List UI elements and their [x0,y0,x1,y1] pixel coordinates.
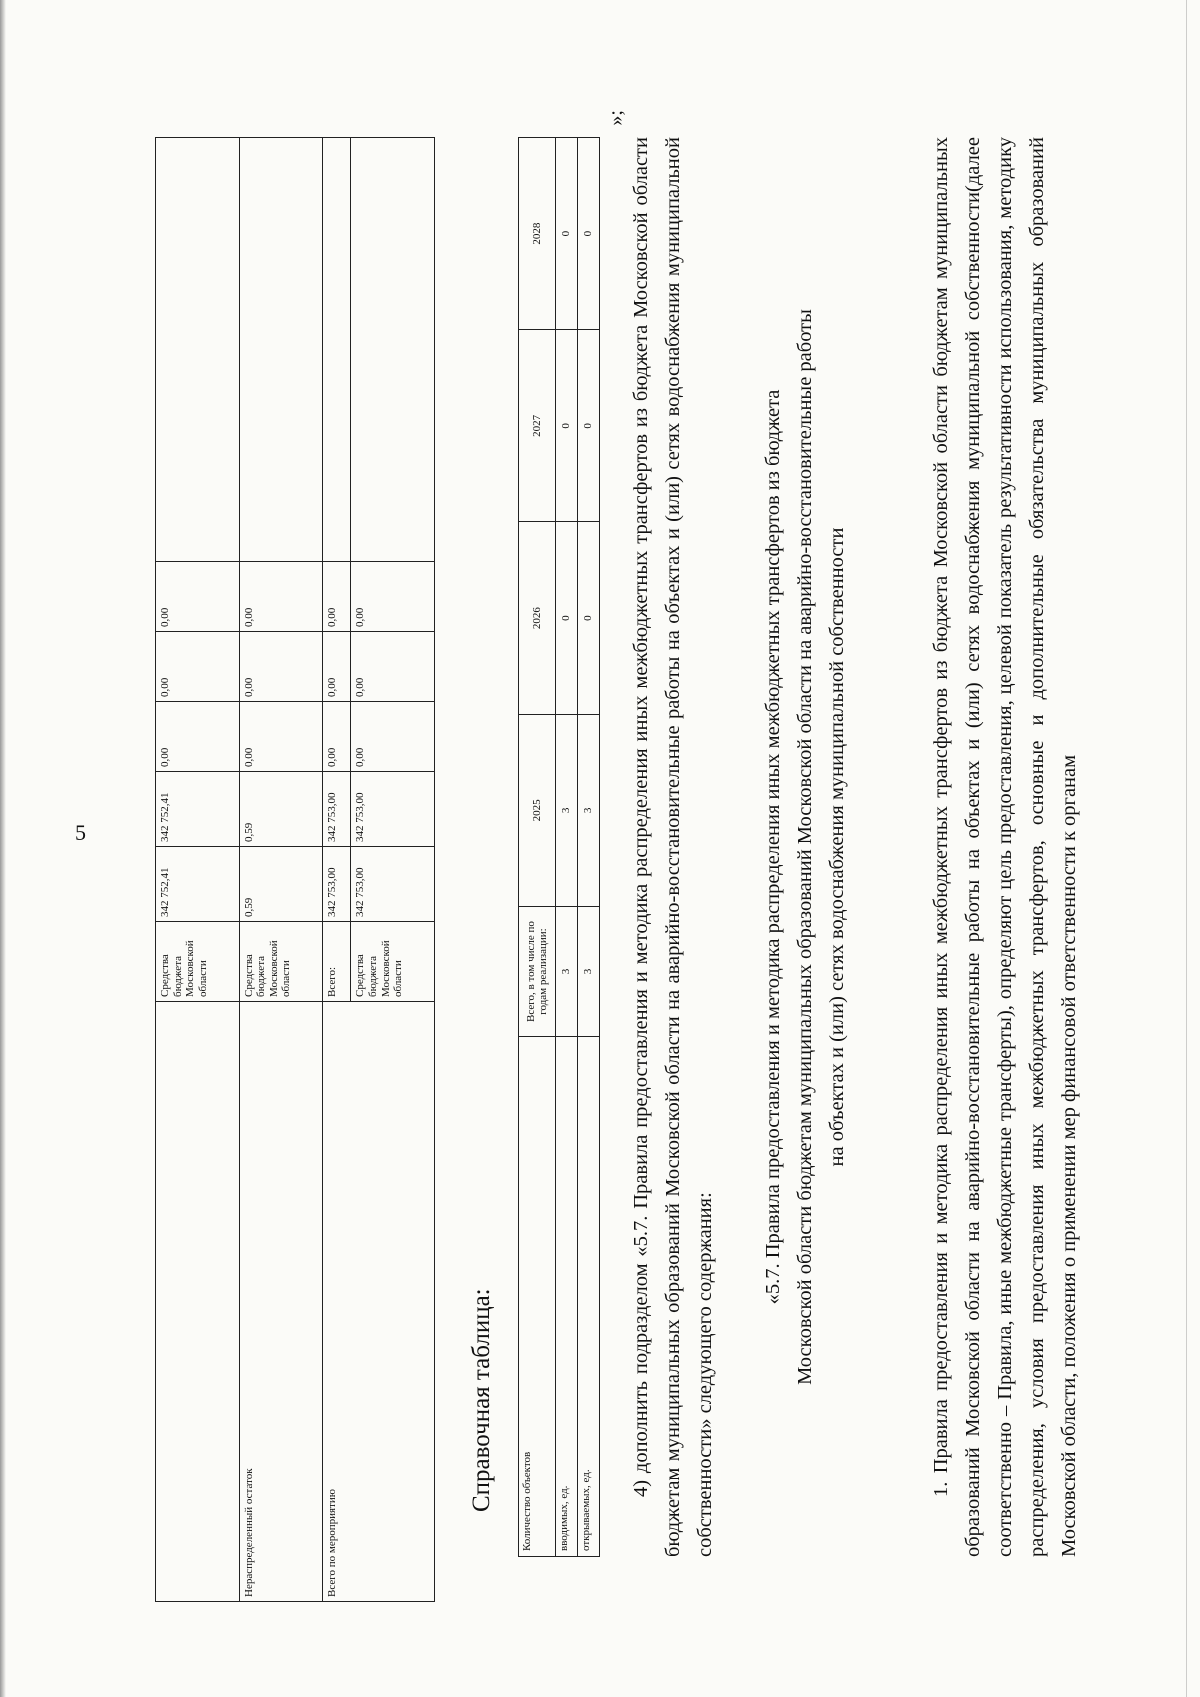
value-2027: 0,00 [239,632,323,702]
value-2025: 342 753,00 [323,772,351,847]
funding-source: Всего: [323,922,351,1002]
total-value: 0,59 [239,847,323,922]
header-cell: 2028 [519,138,556,330]
value-2027: 0,00 [156,632,240,702]
value-cell: 3 [578,907,600,1037]
value-cell: 0 [556,330,578,522]
table-row [578,138,600,1557]
table-header-row [519,138,556,1557]
empty-cell [239,138,323,562]
table-row [556,138,578,1557]
empty-cell [351,138,435,562]
total-value: 342 752,41 [156,847,240,922]
total-value: 342 753,00 [351,847,435,922]
value-cell: 3 [556,714,578,906]
value-2025: 342 752,41 [156,772,240,847]
financing-table [155,137,435,1602]
page-number: 5 [75,820,86,845]
table-row [156,138,240,1602]
row-label: вводимых, ед. [556,1037,578,1557]
value-cell: 3 [556,907,578,1037]
heading-line: «5.7. Правила предоставления и методика распределения иных межбюджетных трансфертов из бюджета [762,389,784,1305]
table-row [323,138,351,1602]
row-name: Нераспределенный остаток [239,1002,323,1602]
value-cell: 0 [556,138,578,330]
empty-cell [323,138,351,562]
value-2028: 0,00 [156,562,240,632]
header-cell: 2026 [519,522,556,714]
header-cell: 2025 [519,714,556,906]
funding-source: Средства бюджета Московской области [351,922,435,1002]
funding-source: Средства бюджета Московской области [239,922,323,1002]
value-2026: 0,00 [351,702,435,772]
value-2026: 0,00 [323,702,351,772]
value-cell: 0 [578,522,600,714]
row-name [156,1002,240,1602]
reference-table-title: Справочная таблица: [468,1288,495,1512]
quote-end-mark: »; [605,110,627,126]
paragraph-4: 4) дополнить подразделом «5.7. Правила предоставления и методика распределения иных межбюджетных трансфертов из бюджета Московской области бюджетам муниципальных образований Московской области на аварийно-восстановительные работы на объектах и (или) сетях водоснабжения муниципальной собственности» следующего содержания: [630,137,716,1557]
value-2026: 0,00 [156,702,240,772]
value-cell: 0 [578,138,600,330]
section-heading [757,137,853,1557]
value-2027: 0,00 [351,632,435,702]
empty-cell [156,138,240,562]
heading-line: на объектах и (или) сетях водоснабжения муниципальной собственности [826,527,848,1167]
value-2028: 0,00 [351,562,435,632]
value-cell: 0 [556,522,578,714]
funding-source: Средства бюджета Московской области [156,922,240,1002]
table-row [239,138,323,1602]
reference-table [518,137,600,1557]
header-cell: Всего, в том числе по годам реализации: [519,907,556,1037]
total-value: 342 753,00 [323,847,351,922]
value-2028: 0,00 [323,562,351,632]
row-name: Всего по мероприятию [323,1002,435,1602]
value-2026: 0,00 [239,702,323,772]
paragraph-1: 1. Правила предоставления и методика распределения иных межбюджетных трансфертов из бюджета Московской области бюджетам муниципальных образований Московской области на аварийно-восстановительные работы на объектах и (или) сетях водоснабжения муниципальной собственности(далее соответственно – Правила, иные межбюджетные трансферты), определяют цель предоставления, целевой показатель результативности использования, методику распределения, условия предоставления иных межбюджетных трансфертов, основные и дополнительные обязательства муниципальных образований Московской области, положения о применении мер финансовой ответственности к органам [930,137,1080,1557]
value-cell: 0 [578,330,600,522]
header-cell: 2027 [519,330,556,522]
value-2025: 342 753,00 [351,772,435,847]
value-2027: 0,00 [323,632,351,702]
header-cell: Количество объектов [519,1037,556,1557]
value-2025: 0,59 [239,772,323,847]
heading-line: Московской области бюджетам муниципальных образований Московской области на аварийно-восстановительные работы [794,309,816,1385]
value-cell: 3 [578,714,600,906]
row-label: открываемых, ед. [578,1037,600,1557]
value-2028: 0,00 [239,562,323,632]
